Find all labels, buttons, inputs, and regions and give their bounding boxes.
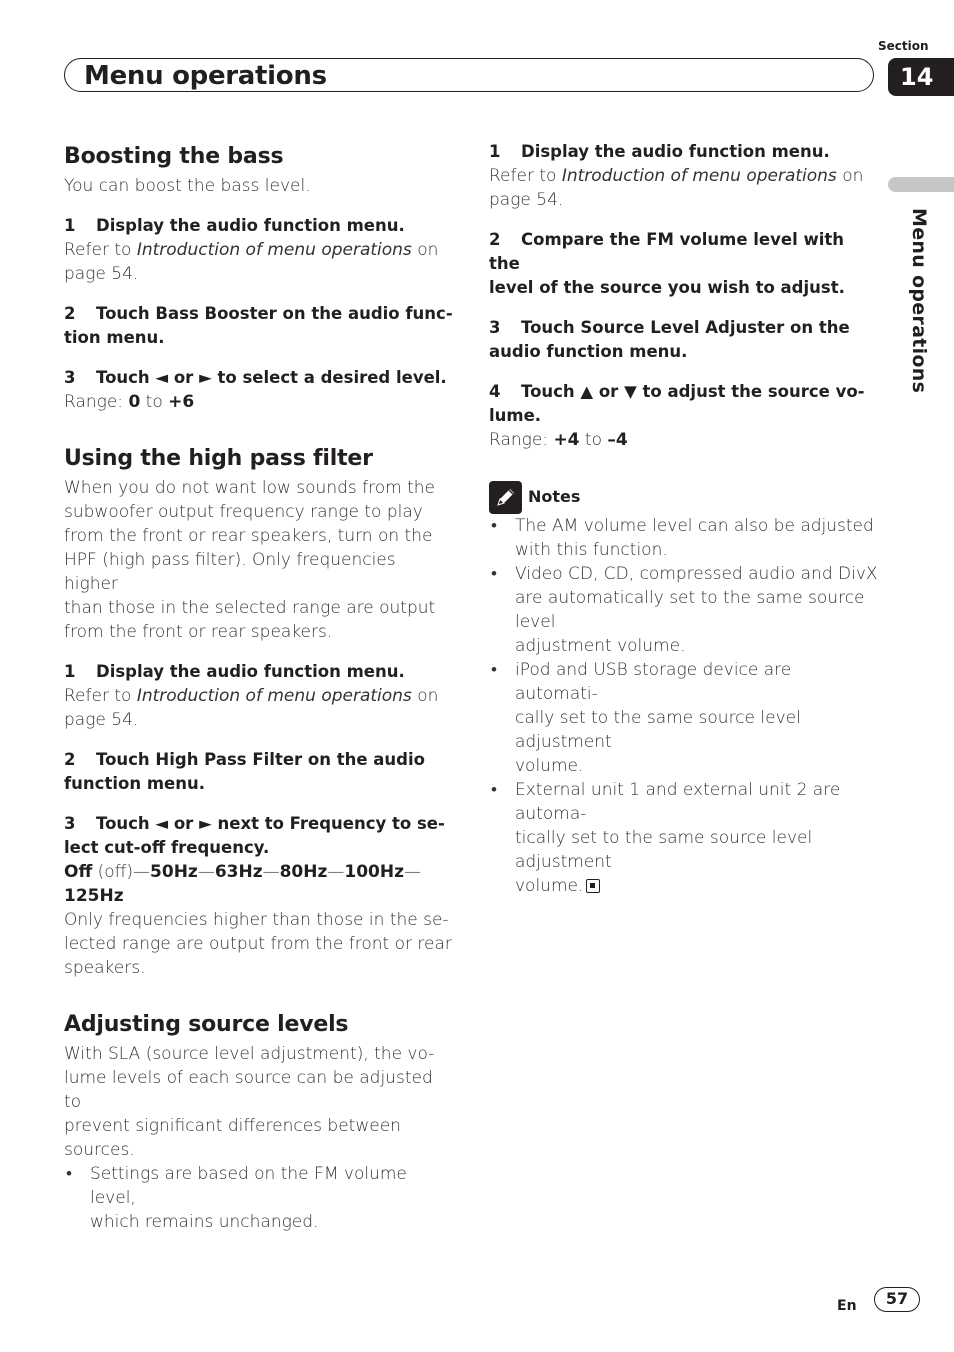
page-number: 57	[874, 1287, 920, 1312]
end-mark-icon	[586, 879, 600, 893]
boost-intro: You can boost the bass level.	[64, 176, 311, 196]
boost-step-1: 1 Display the audio function menu.	[64, 216, 405, 235]
sla-intro-1: With SLA (source level adjustment), the vo-	[64, 1044, 435, 1064]
sla-bullet: • Settings are based on the FM volume level, which remains unchanged.	[64, 1162, 454, 1234]
section-label: Section	[878, 39, 929, 53]
pencil-icon	[489, 481, 522, 514]
hpf-intro-1: When you do not want low sounds from the	[64, 478, 436, 498]
heading-high-pass-filter: Using the high pass filter	[64, 446, 373, 471]
footer-language: En	[837, 1298, 857, 1314]
hpf-step-1-ref: Refer to Introduction of menu operations on	[64, 686, 439, 706]
hpf-note-3: speakers.	[64, 958, 146, 978]
hpf-frequency-options: Off (off)—50Hz—63Hz—80Hz—100Hz—	[64, 862, 421, 882]
sla-intro-2: lume levels of each source can be adjusted to	[64, 1068, 433, 1112]
notes-title: Notes	[528, 487, 581, 506]
section-number: 14	[888, 58, 954, 96]
hpf-step-2-cont: function menu.	[64, 774, 205, 793]
hpf-note-2: lected range are output from the front or rear	[64, 934, 452, 954]
sla-step-4-cont: lume.	[489, 406, 542, 425]
sla-step-4: 4 Touch ▲ or ▼ to adjust the source vo-	[489, 382, 865, 401]
heading-boosting-bass: Boosting the bass	[64, 144, 284, 169]
note-item: • iPod and USB storage device are automati- cally set to the same source level adjustment volume.	[489, 658, 879, 778]
sla-step-1-ref-page: page 54.	[489, 190, 564, 210]
hpf-step-3: 3 Touch ◄ or ► next to Frequency to se-	[64, 814, 445, 833]
sla-range: Range: +4 to –4	[489, 430, 628, 450]
sla-step-2: 2 Compare the FM volume level with the	[489, 230, 845, 273]
left-column	[64, 140, 454, 1234]
sla-step-2-cont: level of the source you wish to adjust.	[489, 278, 845, 297]
side-tab-label: Menu operations	[908, 208, 930, 394]
sla-intro-4: sources.	[64, 1140, 135, 1160]
notes-header	[489, 480, 879, 514]
hpf-frequency-options-cont: 125Hz	[64, 886, 124, 906]
sla-step-1-ref: Refer to Introduction of menu operations on	[489, 166, 864, 186]
sla-step-1: 1 Display the audio function menu.	[489, 142, 830, 161]
boost-step-2: 2 Touch Bass Booster on the audio func-	[64, 304, 453, 323]
sla-step-3-cont: audio function menu.	[489, 342, 688, 361]
sla-intro-3: prevent significant differences between	[64, 1116, 401, 1136]
hpf-step-3-cont: lect cut-off frequency.	[64, 838, 270, 857]
note-item: • The AM volume level can also be adjusted with this function.	[489, 514, 879, 562]
boost-step-1-ref: Refer to Introduction of menu operations on	[64, 240, 439, 260]
boost-range: Range: 0 to +6	[64, 392, 195, 412]
hpf-intro-2: subwoofer output frequency range to play	[64, 502, 423, 522]
hpf-intro-5: than those in the selected range are output	[64, 598, 436, 618]
hpf-note-1: Only frequencies higher than those in the se-	[64, 910, 449, 930]
hpf-step-2: 2 Touch High Pass Filter on the audio	[64, 750, 425, 769]
heading-adjusting-source-levels: Adjusting source levels	[64, 1012, 349, 1037]
hpf-intro-3: from the front or rear speakers, turn on the	[64, 526, 433, 546]
hpf-step-1: 1 Display the audio function menu.	[64, 662, 405, 681]
boost-step-1-ref-page: page 54.	[64, 264, 139, 284]
notes-list	[489, 514, 879, 898]
hpf-intro-6: from the front or rear speakers.	[64, 622, 333, 642]
hpf-step-1-ref-page: page 54.	[64, 710, 139, 730]
right-column	[489, 140, 879, 898]
note-item: • Video CD, CD, compressed audio and DivX are automatically set to the same source level adjustment volume.	[489, 562, 879, 658]
sla-step-3: 3 Touch Source Level Adjuster on the	[489, 318, 850, 337]
side-tab-marker	[888, 177, 954, 192]
boost-step-2-cont: tion menu.	[64, 328, 165, 347]
page-title: Menu operations	[84, 61, 327, 91]
note-item: • External unit 1 and external unit 2 are automa- tically set to the same source level adjustment volume.	[489, 778, 879, 898]
hpf-intro-4: HPF (high pass filter). Only frequencies higher	[64, 550, 396, 594]
sla-bullets	[64, 1162, 454, 1234]
boost-step-3: 3 Touch ◄ or ► to select a desired level.	[64, 368, 447, 387]
